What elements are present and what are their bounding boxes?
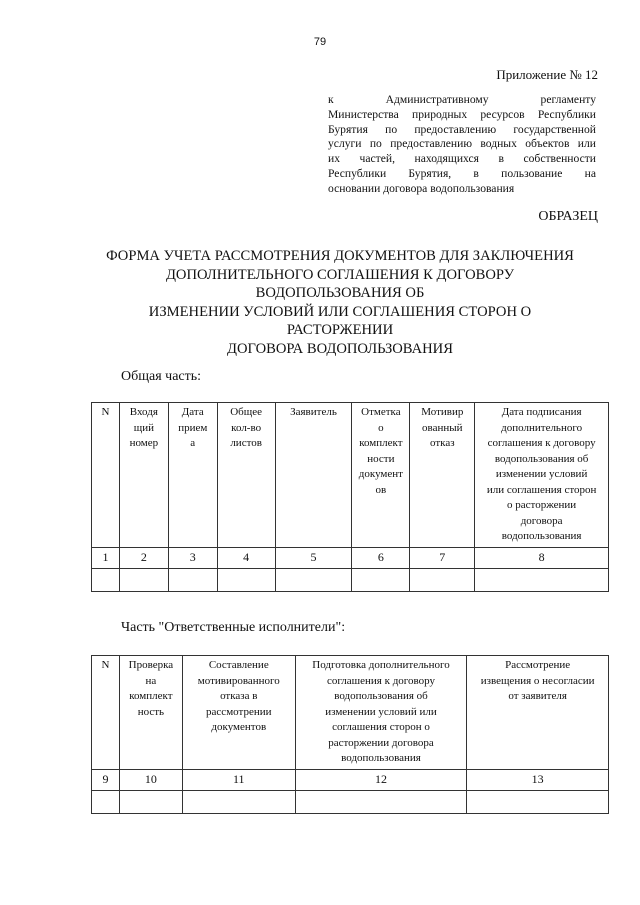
empty-cell (295, 790, 467, 813)
empty-cell (92, 790, 120, 813)
column-number: 9 (92, 769, 120, 790)
column-header (475, 403, 609, 548)
title-line: ДОПОЛНИТЕЛЬНОГО СОГЛАШЕНИЯ К ДОГОВОРУ (165, 266, 515, 283)
column-header-line: изменении условий (495, 468, 588, 480)
executors-table (91, 655, 609, 814)
column-number: 11 (182, 769, 295, 790)
appendix-line: услуги по предоставлению водных объектов или (328, 137, 596, 151)
column-header-line: Составление (208, 659, 269, 671)
column-header-line: о (378, 421, 384, 434)
column-header-line: отказа в (220, 690, 258, 702)
column-header-line: документ (358, 468, 403, 480)
column-number: 6 (352, 547, 410, 568)
column-header (217, 403, 275, 548)
column-header-line: соглашения сторон о (332, 721, 430, 733)
column-number: 7 (410, 547, 475, 568)
column-header-line: Дата подписания (501, 406, 582, 418)
empty-cell (352, 568, 410, 591)
column-header (275, 403, 352, 548)
sample-mark: ОБРАЗЕЦ (538, 209, 598, 224)
column-header (295, 656, 467, 770)
column-number: 1 (92, 547, 120, 568)
appendix-line: их частей, находящихся в собственности (328, 152, 596, 166)
column-header-line: ность (137, 705, 165, 718)
empty-cell (92, 568, 120, 591)
column-number: 10 (119, 769, 182, 790)
header-row (92, 656, 609, 770)
column-header-line: соглашения к договору (326, 674, 436, 687)
column-header-line: ов (375, 483, 387, 496)
column-header-line: N (101, 659, 110, 671)
number-row (92, 769, 609, 790)
column-header-line: о расторжении (507, 499, 577, 511)
column-header (119, 656, 182, 770)
form-title (60, 247, 620, 358)
column-header (168, 403, 217, 548)
column-header-line: Рассмотрение (505, 659, 571, 671)
column-header-line: Проверка (128, 659, 174, 671)
column-header-line: мотивированного (197, 674, 280, 687)
column-header-line: отказ (430, 437, 455, 449)
header-row (92, 403, 609, 548)
empty-cell (182, 790, 295, 813)
column-number: 3 (168, 547, 217, 568)
column-header (182, 656, 295, 770)
empty-cell (467, 790, 609, 813)
column-header (410, 403, 475, 548)
appendix-line: Республики Бурятия, в пользование на (328, 166, 596, 180)
column-header-line: N (101, 406, 110, 418)
column-number: 8 (475, 547, 609, 568)
empty-row (92, 568, 609, 591)
column-header-line: изменении условий или (325, 705, 437, 718)
column-header-line: номер (129, 437, 159, 449)
empty-cell (475, 568, 609, 591)
column-header-line: соглашения к договору (487, 437, 596, 449)
page-number: 79 (313, 36, 327, 48)
column-header-line: документов (211, 721, 267, 733)
column-header-line: комплект (359, 437, 403, 449)
appendix-line: Бурятия по предоставлению государственной (328, 122, 596, 136)
column-number: 13 (467, 769, 609, 790)
column-number: 2 (119, 547, 168, 568)
column-header-line: от заявителя (508, 690, 567, 702)
column-header-line: щий (133, 421, 154, 434)
section-title-general: Общая часть: (121, 369, 202, 384)
empty-cell (168, 568, 217, 591)
appendix-text (328, 93, 596, 197)
column-header-line: рассмотрении (206, 705, 272, 718)
column-header-line: листов (230, 437, 262, 449)
empty-cell (119, 568, 168, 591)
appendix-line: Министерства природных ресурсов Республики (328, 107, 596, 121)
column-number: 5 (275, 547, 352, 568)
column-header-line: Общее (230, 406, 263, 418)
column-header (92, 656, 120, 770)
number-row (92, 547, 609, 568)
column-header-line: Дата (181, 406, 204, 418)
empty-cell (119, 790, 182, 813)
appendix-number: Приложение № 12 (496, 67, 598, 82)
column-header-line: Отметка (361, 406, 401, 418)
column-header-line: ованный (422, 421, 463, 434)
appendix-line: основании договора водопользования (328, 181, 515, 195)
empty-cell (217, 568, 275, 591)
column-header-line: Подготовка дополнительного (312, 659, 450, 671)
column-header-line: водопользования об (494, 452, 589, 465)
column-header-line: ности (367, 452, 395, 465)
title-line: ВОДОПОЛЬЗОВАНИЯ ОБ (255, 285, 425, 301)
column-header-line: водопользования об (334, 690, 428, 702)
column-header (352, 403, 410, 548)
title-line: ИЗМЕНЕНИИ УСЛОВИЙ ИЛИ СОГЛАШЕНИЯ СТОРОН О (148, 303, 532, 320)
empty-row (92, 790, 609, 813)
column-header-line: прием (178, 421, 208, 434)
column-header-line: а (190, 437, 196, 449)
title-line: РАСТОРЖЕНИИ (286, 322, 394, 338)
column-header-line: кол-во (231, 421, 262, 434)
empty-cell (410, 568, 475, 591)
column-header (467, 656, 609, 770)
column-header-line: Входя (129, 406, 158, 418)
title-line: ДОГОВОРА ВОДОПОЛЬЗОВАНИЯ (227, 340, 453, 357)
column-header-line: договора (520, 514, 563, 527)
column-number: 12 (295, 769, 467, 790)
column-header-line: Заявитель (290, 406, 337, 418)
column-header-line: или соглашения сторон (486, 483, 597, 496)
column-header-line: дополнительного (501, 421, 583, 434)
column-header-line: водопользования (501, 530, 582, 542)
section-title-executors: Часть "Ответственные исполнители": (121, 620, 346, 635)
general-table (91, 402, 609, 592)
column-header (92, 403, 120, 548)
appendix-line: к Административному регламенту (328, 93, 596, 106)
column-header (119, 403, 168, 548)
empty-cell (275, 568, 352, 591)
column-header-line: Мотивир (421, 406, 464, 418)
column-header-line: комплект (129, 690, 173, 702)
column-number: 4 (217, 547, 275, 568)
column-header-line: извещения о несогласии (480, 674, 595, 687)
column-header-line: на (145, 674, 157, 687)
title-line: ФОРМА УЧЕТА РАССМОТРЕНИЯ ДОКУМЕНТОВ ДЛЯ ЗАКЛЮЧЕНИЯ (106, 248, 574, 264)
column-header-line: водопользования (341, 752, 421, 764)
column-header-line: расторжении договора (328, 736, 434, 749)
